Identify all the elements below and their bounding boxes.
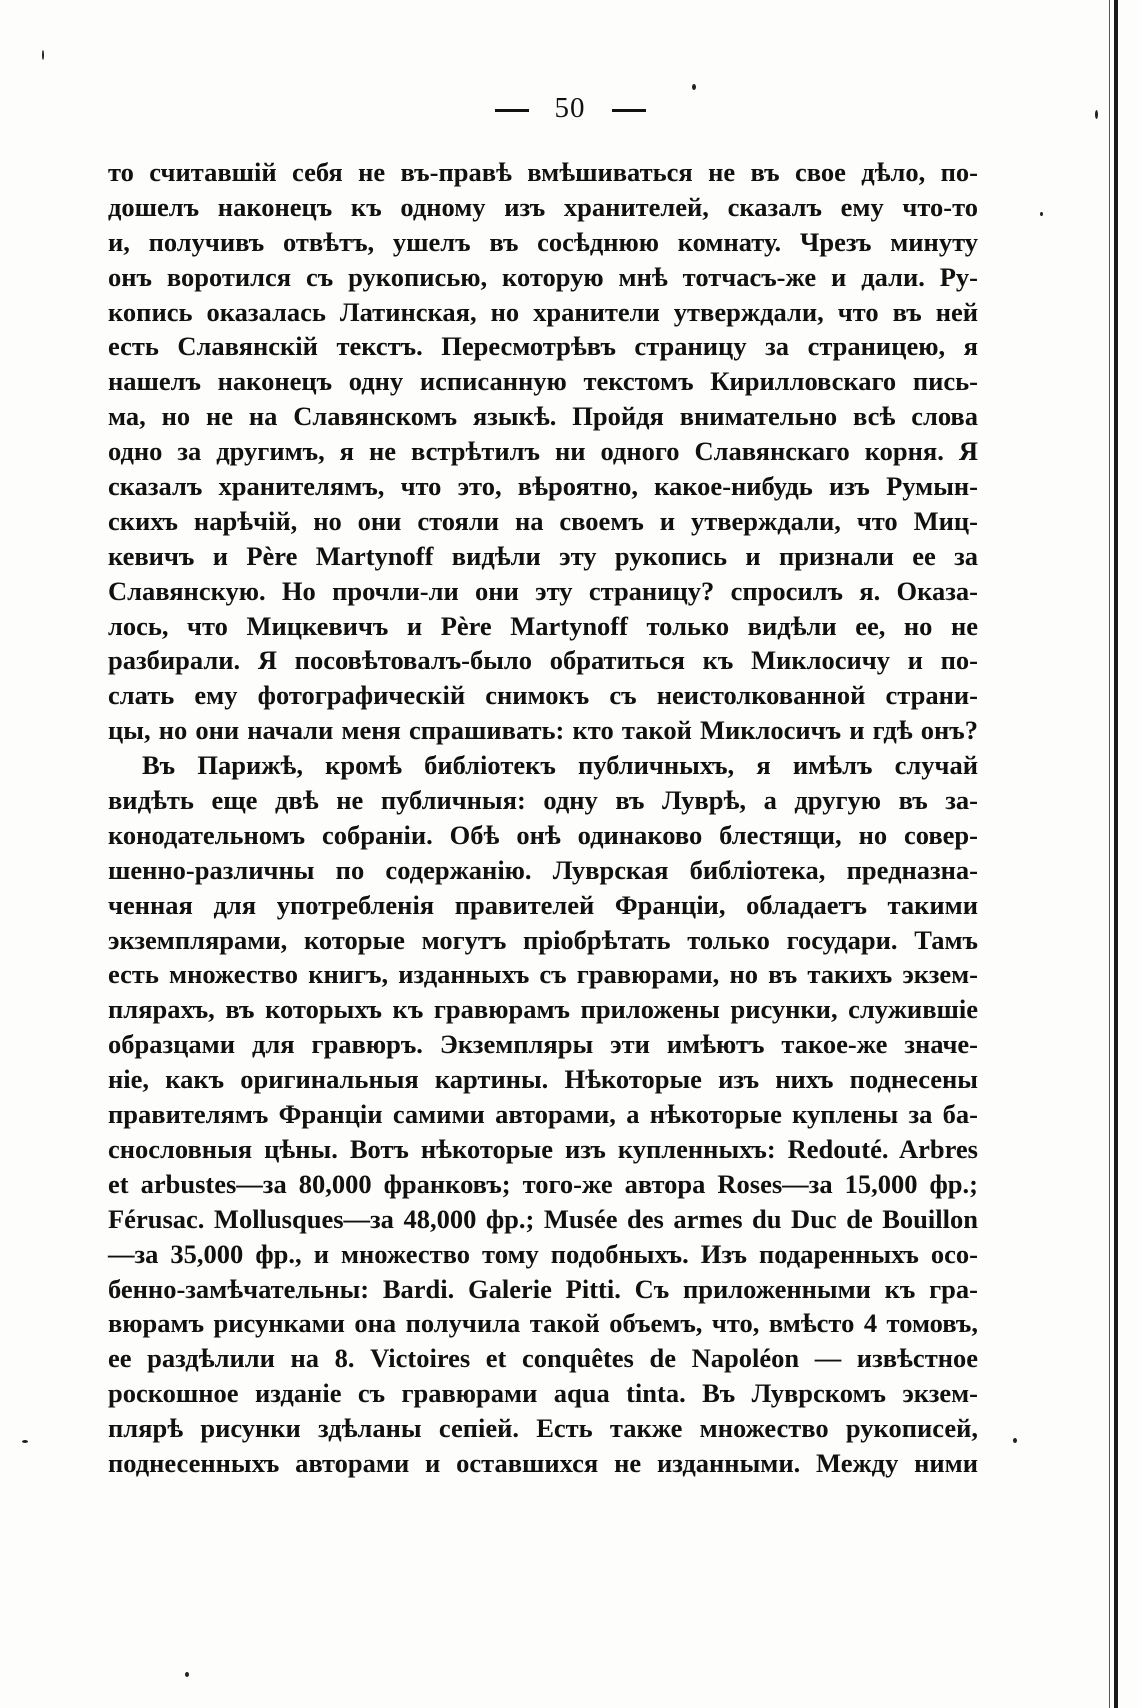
- text-line: конодательномъ собраніи. Обѣ онѣ одинаково блестящи, но совер-: [108, 819, 978, 850]
- text-line: нашелъ наконецъ одну исписанную текстомъ Кирилловскаго пись-: [108, 366, 978, 397]
- text-line: поднесенныхъ авторами и оставшихся не изданными. Между ними: [108, 1447, 978, 1478]
- text-line: Férusac. Mollusques—за 48,000 фр.; Musée des armes du Duc de Bouillon: [108, 1203, 978, 1234]
- text-line: Славянскую. Но прочли-ли они эту страницу? спросилъ я. Оказа-: [108, 575, 978, 606]
- scan-speck: [692, 84, 696, 90]
- page-number-dash-left: [495, 109, 529, 112]
- text-line: кевичъ и Père Martynoff видѣли эту рукопись и признали ее за: [108, 540, 978, 571]
- text-line: одно за другимъ, я не встрѣтилъ ни одного Славянскаго корня. Я: [108, 436, 978, 467]
- text-line: ченная для употребленія правителей Франціи, обладаетъ такими: [108, 889, 978, 920]
- text-line: бенно-замѣчательны: Bardi. Galerie Pitti. Съ приложенными къ гра-: [108, 1273, 978, 1304]
- scan-speck: [1013, 1438, 1017, 1443]
- text-line: снословныя цѣны. Вотъ нѣкоторые изъ купленныхъ: Redouté. Arbres: [108, 1133, 978, 1164]
- text-line: копись оказалась Латинская, но хранители утверждали, что въ ней: [108, 296, 978, 327]
- scan-speck: [42, 50, 44, 60]
- page-number: 50: [554, 92, 586, 124]
- text-line: дошелъ наконецъ къ одному изъ хранителей, сказалъ ему что-то: [108, 191, 978, 222]
- scan-speck: [1040, 212, 1043, 216]
- text-line: слать ему фотографическій снимокъ съ неистолкованной страни-: [108, 680, 978, 711]
- scan-speck: [185, 1672, 189, 1677]
- text-line: есть множество книгъ, изданныхъ съ гравюрами, но въ такихъ экзем-: [108, 959, 978, 990]
- text-line: шенно-различны по содержанію. Луврская библіотека, предназна-: [108, 854, 978, 885]
- text-line: плярахъ, въ которыхъ къ гравюрамъ приложены рисунки, служившіе: [108, 994, 978, 1025]
- scan-speck: [1095, 110, 1098, 119]
- page-edge-shadow: [1114, 0, 1118, 1708]
- page-number-dash-right: [612, 109, 646, 112]
- text-line: то считавшій себя не въ-правѣ вмѣшиваться не въ свое дѣло, по-: [108, 157, 978, 187]
- text-line: плярѣ рисунки здѣланы сепіей. Есть также множество рукописей,: [108, 1413, 978, 1444]
- text-line: сказалъ хранителямъ, что это, вѣроятно, какое-нибудь изъ Румын-: [108, 471, 978, 502]
- text-line: лось, что Мицкевичъ и Père Martynoff только видѣли ее, но не: [108, 610, 978, 641]
- text-line: образцами для гравюръ. Экземпляры эти имѣютъ такое-же значе-: [108, 1029, 978, 1060]
- page-number-header: [0, 92, 1140, 125]
- text-line: роскошное изданіе съ гравюрами aqua tinta. Въ Луврскомъ экзем-: [108, 1378, 978, 1409]
- scan-speck: [22, 1440, 28, 1443]
- text-line-paragraph-start: Въ Парижѣ, кромѣ библіотекъ публичныхъ, я имѣлъ случай: [142, 750, 978, 781]
- text-line: экземплярами, которые могутъ пріобрѣтать только государи. Тамъ: [108, 924, 978, 955]
- text-line: правителямъ Франціи самими авторами, а нѣкоторые куплены за ба-: [108, 1099, 978, 1130]
- text-line-paragraph-end: цы, но они начали меня спрашивать: кто такой Миклосичъ и гдѣ онъ?: [108, 715, 978, 746]
- text-line: ніе, какъ оригинальныя картины. Нѣкоторые изъ нихъ поднесены: [108, 1064, 978, 1095]
- text-line: ее раздѣлили на 8. Victoires et conquêtes de Napoléon — извѣстное: [108, 1343, 978, 1374]
- text-line: ма, но не на Славянскомъ языкѣ. Пройдя внимательно всѣ слова: [108, 401, 978, 432]
- text-line: —за 35,000 фр., и множество тому подобныхъ. Изъ подаренныхъ осо-: [108, 1238, 978, 1269]
- text-line: et arbustes—за 80,000 франковъ; того-же автора Roses—за 15,000 фр.;: [108, 1168, 978, 1199]
- text-line: вюрамъ рисунками она получила такой объемъ, что, вмѣсто 4 томовъ,: [108, 1308, 978, 1339]
- text-line: онъ воротился съ рукописью, которую мнѣ тотчасъ-же и дали. Ру-: [108, 261, 978, 292]
- text-line: скихъ нарѣчій, но они стояли на своемъ и утверждали, что Миц-: [108, 505, 978, 536]
- page-edge-line: [1109, 0, 1110, 1708]
- text-line: и, получивъ отвѣтъ, ушелъ въ сосѣднюю комнату. Чрезъ минуту: [108, 226, 978, 257]
- body-text: [108, 155, 978, 1481]
- text-line: разбирали. Я посовѣтовалъ-было обратиться къ Миклосичу и по-: [108, 645, 978, 676]
- text-line: есть Славянскій текстъ. Пересмотрѣвъ страницу за страницею, я: [108, 331, 978, 362]
- text-line: видѣть еще двѣ не публичныя: одну въ Луврѣ, а другую въ за-: [108, 785, 978, 816]
